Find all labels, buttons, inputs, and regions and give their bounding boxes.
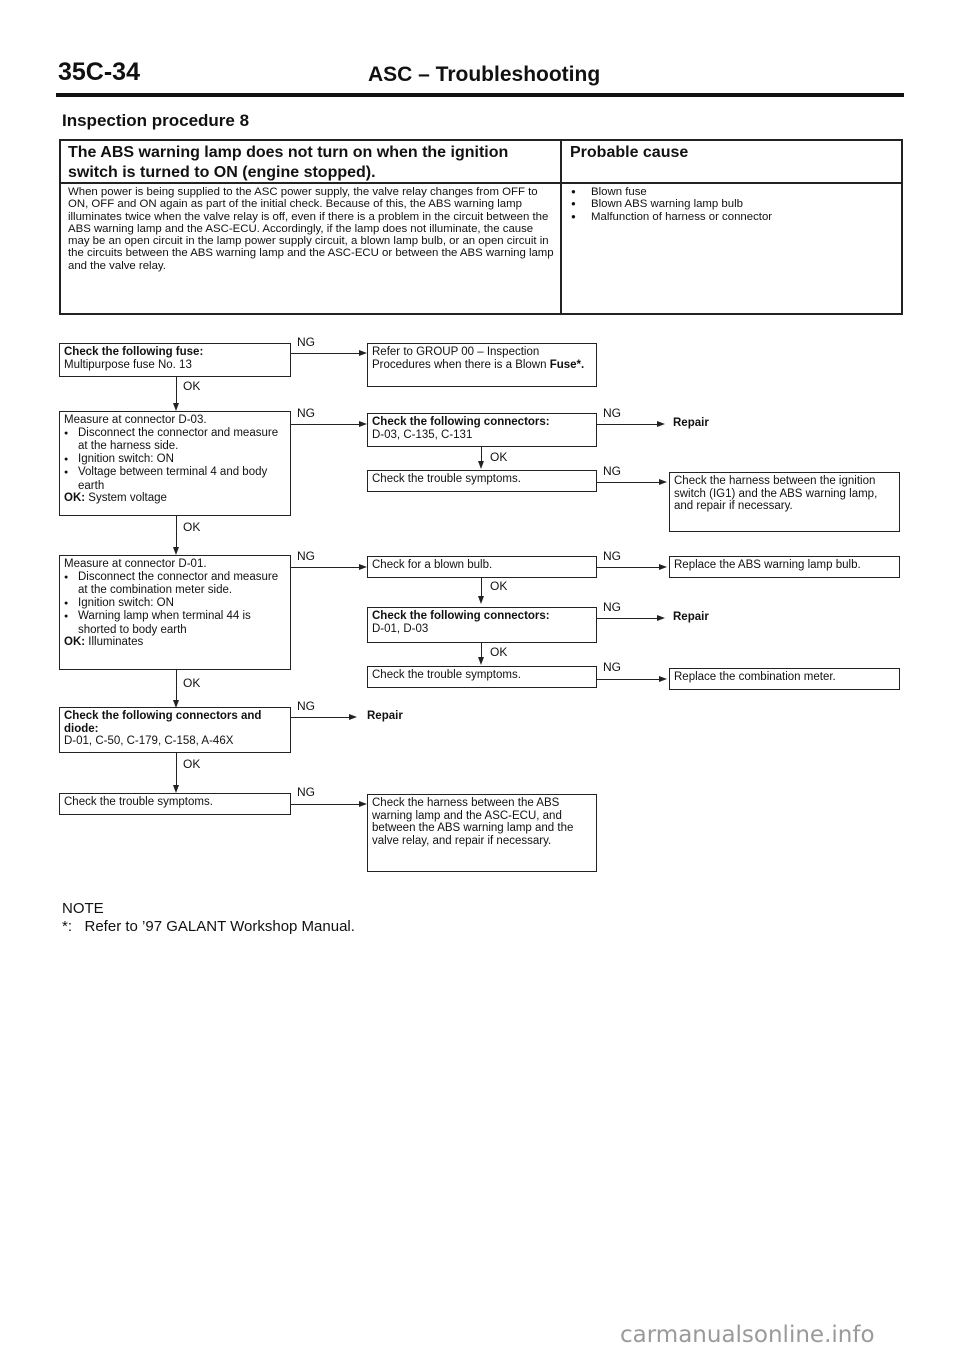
flow-connector	[176, 753, 177, 785]
section-title: Inspection procedure 8	[62, 111, 250, 130]
flow-connector	[291, 353, 359, 354]
step-title: Check the following fuse:	[64, 346, 204, 358]
ok-criterion: Illuminates	[88, 636, 144, 648]
watermark: carmanualsonline.info	[620, 1322, 875, 1348]
flow-connector	[176, 516, 177, 547]
step-title: Check the following connectors and diode:	[64, 710, 262, 735]
flow-connector	[176, 377, 177, 403]
ng-label: NG	[603, 406, 621, 420]
result-text-bold: Fuse*.	[549, 358, 585, 371]
flow-connector	[597, 482, 659, 483]
arrow-head	[659, 676, 667, 682]
symptom-description: When power is being supplied to the ASC power supply, the valve relay changes from OFF to ON, OFF and ON again as part of the initial check. Because of this, the ABS warning lamp illuminates twice when the valve relay is off, even if there is a problem in the circuit between the ABS warning lamp and the ASC-ECU. Accordingly, if the lamp does not illuminate, the cause may be an open circuit in the lamp power supply circuit, a blown lamp bulb, or an open circuit in the circuits between the ABS warning lamp and the ASC-ECU or between the ABS warning lamp and the valve relay.	[68, 186, 554, 272]
step-check-connectors-d03	[367, 413, 597, 447]
step-measure-d03	[59, 411, 291, 516]
cause-list	[571, 186, 772, 223]
arrow-head	[359, 421, 367, 427]
note-text: *: Refer to ’97 GALANT Workshop Manual.	[62, 918, 355, 935]
step-check-fuse	[59, 343, 291, 377]
cause-item: ● Blown fuse	[571, 186, 772, 198]
ng-label: NG	[603, 549, 621, 563]
arrow-head	[478, 461, 484, 469]
step-detail: D-03, C-135, C-131	[372, 428, 473, 441]
step-items	[64, 427, 286, 493]
ok-label: OK	[490, 579, 508, 593]
step-item: ● Disconnect the connector and measure at the combination meter side.	[64, 571, 286, 597]
cause-item: ● Malfunction of harness or connector	[571, 211, 772, 223]
repair-label: Repair	[367, 710, 403, 722]
step-check-connectors-diode	[59, 707, 291, 753]
flow-connector	[597, 679, 659, 680]
flow-connector	[291, 567, 359, 568]
table-column-divider	[560, 141, 562, 313]
ng-label: NG	[297, 335, 315, 349]
header-rule	[56, 93, 904, 97]
ng-label: NG	[297, 549, 315, 563]
ng-label: NG	[603, 464, 621, 478]
flow-connector	[481, 643, 482, 657]
flow-connector	[481, 578, 482, 596]
step-check-bulb: Check for a blown bulb.	[367, 556, 597, 578]
step-items	[64, 571, 286, 637]
ok-criterion-label: OK:	[64, 636, 86, 648]
ok-label: OK	[183, 757, 201, 771]
step-title: Check the following connectors:	[372, 416, 550, 428]
step-item: ● Voltage between terminal 4 and body earth	[64, 466, 286, 492]
arrow-head	[478, 596, 484, 604]
cause-header: Probable cause	[570, 144, 689, 161]
flow-connector	[597, 567, 659, 568]
arrow-head	[657, 421, 665, 427]
ok-label: OK	[183, 520, 201, 534]
result-check-harness-asc-ecu: Check the harness between the ABS warning lamp and the ASC-ECU, and between the ABS warning lamp and the valve relay, and repair if necessary.	[367, 794, 597, 872]
page-number: 35C-34	[58, 58, 140, 86]
arrow-head	[478, 657, 484, 665]
step-detail: D-01, D-03	[372, 622, 429, 635]
ng-label: NG	[603, 600, 621, 614]
ok-criterion: System voltage	[88, 492, 167, 504]
flow-connector	[176, 670, 177, 700]
arrow-head	[349, 714, 357, 720]
ok-label: OK	[490, 645, 508, 659]
arrow-head	[173, 547, 179, 555]
repair-label: Repair	[673, 611, 709, 623]
step-check-symptoms: Check the trouble symptoms.	[367, 470, 597, 492]
arrow-head	[359, 801, 367, 807]
ok-label: OK	[183, 379, 201, 393]
arrow-head	[659, 479, 667, 485]
step-title: Measure at connector D-01.	[64, 558, 207, 570]
flow-connector	[291, 717, 349, 718]
ok-criterion-label: OK:	[64, 492, 86, 504]
flow-connector	[291, 804, 359, 805]
result-check-harness-ig1: Check the harness between the ignition switch (IG1) and the ABS warning lamp, and repair if necessary.	[669, 472, 900, 532]
result-blown-fuse	[367, 343, 597, 387]
result-text: Refer to GROUP 00 – Inspection Procedures when there is a Blown	[372, 346, 547, 371]
cause-item: ● Blown ABS warning lamp bulb	[571, 198, 772, 210]
arrow-head	[173, 785, 179, 793]
result-replace-bulb: Replace the ABS warning lamp bulb.	[669, 556, 900, 578]
symptom-table	[59, 139, 903, 315]
ok-label: OK	[183, 676, 201, 690]
step-item: ● Disconnect the connector and measure at the harness side.	[64, 427, 286, 453]
step-measure-d01	[59, 555, 291, 670]
step-check-symptoms: Check the trouble symptoms.	[367, 666, 597, 688]
step-check-connectors-d01	[367, 607, 597, 643]
flow-connector	[291, 424, 359, 425]
ng-label: NG	[297, 785, 315, 799]
step-item: ● Ignition switch: ON	[64, 597, 286, 611]
arrow-head	[659, 564, 667, 570]
symptom-header: The ABS warning lamp does not turn on when the ignition switch is turned to ON (engine stopped).	[68, 144, 509, 181]
step-check-symptoms: Check the trouble symptoms.	[59, 793, 291, 815]
ng-label: NG	[603, 660, 621, 674]
arrow-head	[359, 350, 367, 356]
step-title: Check the following connectors:	[372, 610, 550, 622]
step-detail: Multipurpose fuse No. 13	[64, 358, 192, 371]
step-item: ● Ignition switch: ON	[64, 453, 286, 467]
ok-label: OK	[490, 450, 508, 464]
step-detail: D-01, C-50, C-179, C-158, A-46X	[64, 735, 234, 747]
flow-connector	[597, 424, 657, 425]
ng-label: NG	[297, 699, 315, 713]
arrow-head	[657, 615, 665, 621]
result-replace-meter: Replace the combination meter.	[669, 668, 900, 690]
arrow-head	[173, 403, 179, 411]
flow-connector	[597, 618, 657, 619]
flow-connector	[481, 447, 482, 461]
arrow-head	[359, 564, 367, 570]
step-title: Measure at connector D-03.	[64, 414, 207, 426]
ng-label: NG	[297, 406, 315, 420]
repair-label: Repair	[673, 417, 709, 429]
step-item: ● Warning lamp when terminal 44 is shorted to body earth	[64, 610, 286, 636]
page-title: ASC – Troubleshooting	[368, 63, 601, 86]
note-heading: NOTE	[62, 900, 104, 917]
